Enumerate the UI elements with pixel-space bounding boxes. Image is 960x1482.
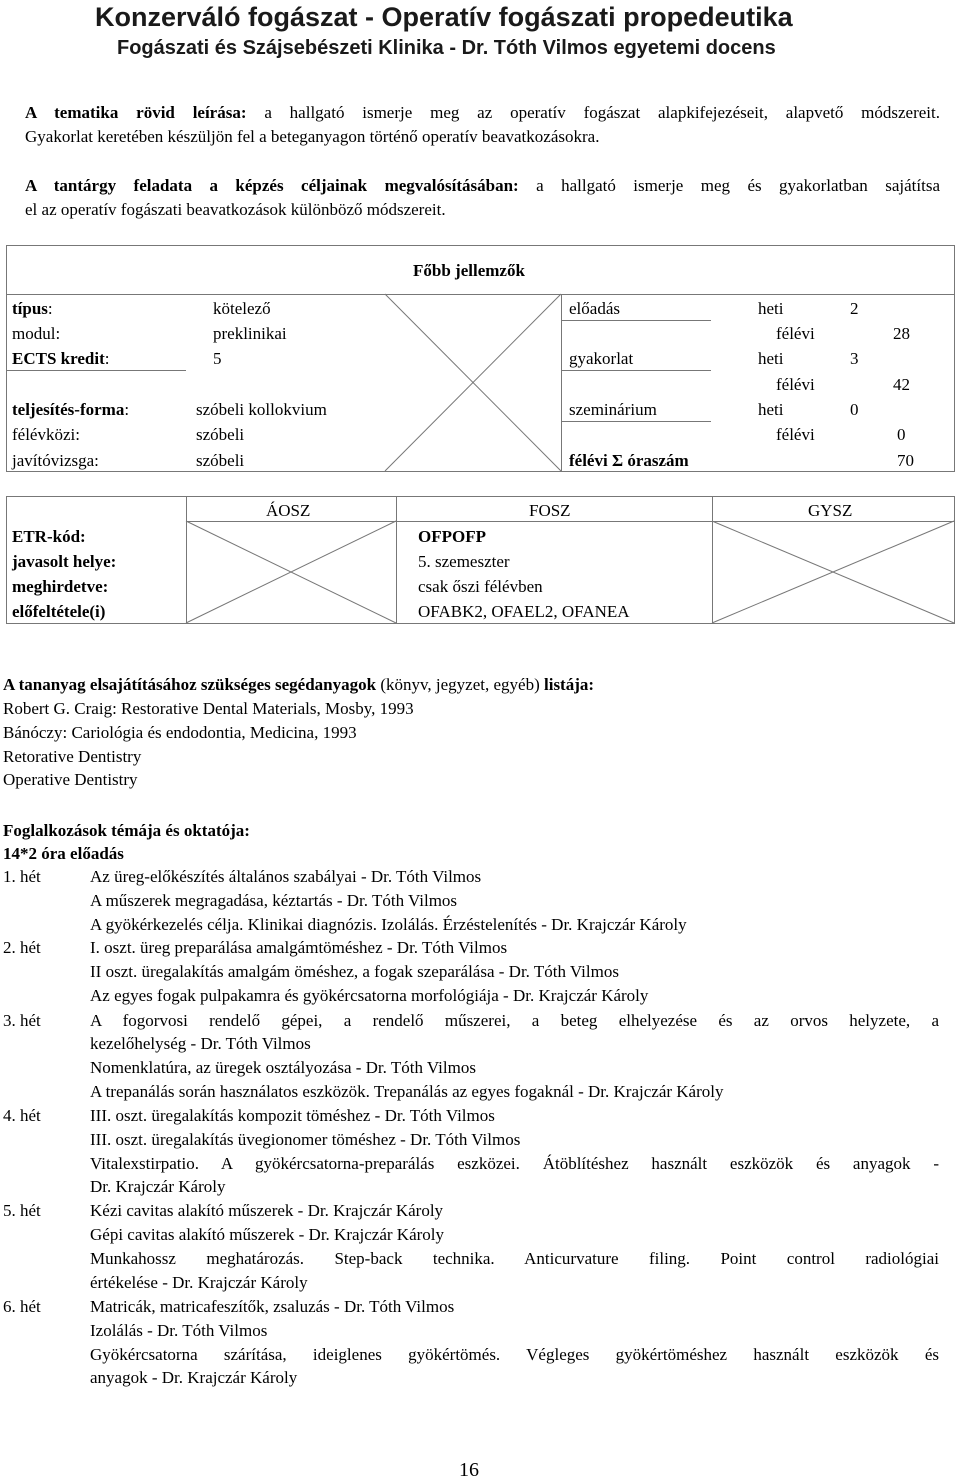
tematika-paragraph xyxy=(25,104,940,121)
szeminarium-felevi-value: 0 xyxy=(897,425,906,444)
materials-item: Operative Dentistry xyxy=(3,770,138,789)
week-line: Kézi cavitas alakító műszerek - Dr. Krajczár Károly xyxy=(90,1201,444,1220)
gyakorlat-felevi-value: 42 xyxy=(893,375,910,394)
szeminarium-heti-label: heti xyxy=(758,400,784,419)
tematika-line2: Gyakorlat keretében készüljön fel a beteganyagon történő operatív beavatkozásokra. xyxy=(25,127,600,146)
gyakorlat-label: gyakorlat xyxy=(569,349,634,368)
etr-row-kod: ETR-kód: xyxy=(12,527,86,546)
etr-fosz-meghirdetve: csak őszi félévben xyxy=(418,577,543,596)
materials-item: Robert G. Craig: Restorative Dental Materials, Mosby, 1993 xyxy=(3,699,414,718)
eloadas-label: előadás xyxy=(569,299,620,318)
etr-diagonal-decoration xyxy=(0,0,1,1)
etr-row-helye: javasolt helye: xyxy=(12,552,117,571)
szeminarium-felevi-label: félévi xyxy=(776,425,815,444)
week-line: Gépi cavitas alakító műszerek - Dr. Krajczár Károly xyxy=(90,1225,445,1244)
week-line: Vitalexstirpatio. A gyökércsatorna-preparálás eszközei. Átöblítéshez használt eszközök és anyagok - xyxy=(90,1154,939,1173)
week-line: Az egyes fogak pulpakamra és gyökércsatorna morfológiája - Dr. Krajczár Károly xyxy=(90,986,649,1005)
felevkozi-label: félévközi: xyxy=(12,425,80,444)
week-line: kezelőhelység - Dr. Tóth Vilmos xyxy=(90,1034,311,1053)
week-line: Gyökércsatorna szárítása, ideiglenes gyökértömés. Végleges gyökértöméshez használt eszközök és xyxy=(90,1345,939,1364)
materials-item: Bánóczy: Cariológia és endodontia, Medicina, 1993 xyxy=(3,723,357,742)
modul-label: modul: xyxy=(12,324,61,343)
etr-fosz-elofeltetel: OFABK2, OFAEL2, OFANEA xyxy=(418,602,630,621)
week-line: anyagok - Dr. Krajczár Károly xyxy=(90,1368,298,1387)
week-label: 4. hét xyxy=(3,1106,41,1125)
szeminarium-heti-value: 0 xyxy=(850,400,859,419)
week-label: 2. hét xyxy=(3,938,41,957)
week-line: Munkahossz meghatározás. Step-back technika. Anticurvature filing. Point control radiológiai xyxy=(90,1249,939,1268)
page-title: Konzerváló fogászat - Operatív fogászati propedeutika xyxy=(95,2,793,32)
week-line: I. oszt. üreg preparálása amalgámtöméshez - Dr. Tóth Vilmos xyxy=(90,938,508,957)
etr-row-meghirdetve: meghirdetve: xyxy=(12,577,109,596)
etr-row-elofeltetel: előfeltétele(i) xyxy=(12,602,106,621)
etr-fosz-kod: OFPOFP xyxy=(418,527,486,546)
gyakorlat-felevi-label: félévi xyxy=(776,375,815,394)
feladat-text: a hallgató ismerje meg és gyakorlatban sajátítsa xyxy=(536,176,940,195)
feladat-label: A tantárgy feladata a képzés céljainak megvalósításában: xyxy=(25,176,519,195)
week-line: A gyökérkezelés célja. Klinikai diagnózis. Izolálás. Érzéstelenítés - Dr. Krajczár Károly xyxy=(90,915,687,934)
javito-label: javítóvizsga: xyxy=(12,451,99,470)
page-subtitle: Fogászati és Szájsebészeti Klinika - Dr. Tóth Vilmos egyetemi docens xyxy=(117,37,776,59)
week-label: 6. hét xyxy=(3,1297,41,1316)
total-hours-label: félévi Σ óraszám xyxy=(569,451,689,470)
week-line: A trepanálás során használatos eszközök. Trepanálás az egyes fogaknál - Dr. Krajczár Károly xyxy=(90,1082,724,1101)
modul-value: preklinikai xyxy=(213,324,287,343)
week-line: értékelése - Dr. Krajczár Károly xyxy=(90,1273,308,1292)
week-line: A műszerek megragadása, kéztartás - Dr. Tóth Vilmos xyxy=(90,891,458,910)
etr-col-fosz: FOSZ xyxy=(529,501,571,520)
etr-col-aosz: ÁOSZ xyxy=(266,501,311,520)
etr-col-gysz: GYSZ xyxy=(808,501,853,520)
tipus-value: kötelező xyxy=(213,299,271,318)
materials-item: Retorative Dentistry xyxy=(3,747,142,766)
ects-value: 5 xyxy=(213,349,222,368)
feladat-paragraph xyxy=(25,177,940,194)
szeminarium-label: szeminárium xyxy=(569,400,657,419)
tipus-label: típus: xyxy=(12,299,53,318)
week-line: A fogorvosi rendelő gépei, a rendelő műszerei, a beteg elhelyezése és az orvos helyzete, a xyxy=(90,1011,939,1030)
week-line: Nomenklatúra, az üregek osztályozása - Dr. Tóth Vilmos xyxy=(90,1058,476,1077)
week-line: III. oszt. üregalakítás üvegionomer töméshez - Dr. Tóth Vilmos xyxy=(90,1130,521,1149)
week-label: 5. hét xyxy=(3,1201,41,1220)
materials-heading: A tananyag elsajátításához szükséges segédanyagok (könyv, jegyzet, egyéb) listája: xyxy=(3,675,595,694)
total-hours-value: 70 xyxy=(897,451,914,470)
week-label: 1. hét xyxy=(3,867,41,886)
features-heading: Főbb jellemzők xyxy=(413,261,525,280)
week-line: Az üreg-előkészítés általános szabályai - Dr. Tóth Vilmos xyxy=(90,867,482,886)
week-line: Izolálás - Dr. Tóth Vilmos xyxy=(90,1321,268,1340)
eloadas-heti-value: 2 xyxy=(850,299,859,318)
gyakorlat-heti-label: heti xyxy=(758,349,784,368)
felevkozi-value: szóbeli xyxy=(196,425,245,444)
ects-label: ECTS kredit: xyxy=(12,349,110,368)
sessions-heading: Foglalkozások témája és oktatója: xyxy=(3,821,250,840)
gyakorlat-heti-value: 3 xyxy=(850,349,859,368)
sessions-subheading: 14*2 óra előadás xyxy=(3,844,124,863)
eloadas-heti-label: heti xyxy=(758,299,784,318)
etr-fosz-helye: 5. szemeszter xyxy=(418,552,510,571)
javito-value: szóbeli xyxy=(196,451,245,470)
teljesites-value: szóbeli kollokvium xyxy=(196,400,327,419)
week-label: 3. hét xyxy=(3,1011,41,1030)
week-line: Dr. Krajczár Károly xyxy=(90,1177,226,1196)
tematika-text: a hallgató ismerje meg az operatív fogászat alapkifejezéseit, alapvető módszereit. xyxy=(264,103,940,122)
week-line: II oszt. üregalakítás amalgám öméshez, a fogak szeparálása - Dr. Tóth Vilmos xyxy=(90,962,619,981)
week-line: III. oszt. üregalakítás kompozit töméshez - Dr. Tóth Vilmos xyxy=(90,1106,495,1125)
tematika-label: A tematika rövid leírása: xyxy=(25,103,247,122)
eloadas-felevi-label: félévi xyxy=(776,324,815,343)
feladat-line2: el az operatív fogászati beavatkozások különböző módszereit. xyxy=(25,200,446,219)
teljesites-label: teljesítés-forma: xyxy=(12,400,130,419)
week-line: Matricák, matricafeszítők, zsaluzás - Dr. Tóth Vilmos xyxy=(90,1297,455,1316)
page-number: 16 xyxy=(459,1459,479,1481)
eloadas-felevi-value: 28 xyxy=(893,324,910,343)
